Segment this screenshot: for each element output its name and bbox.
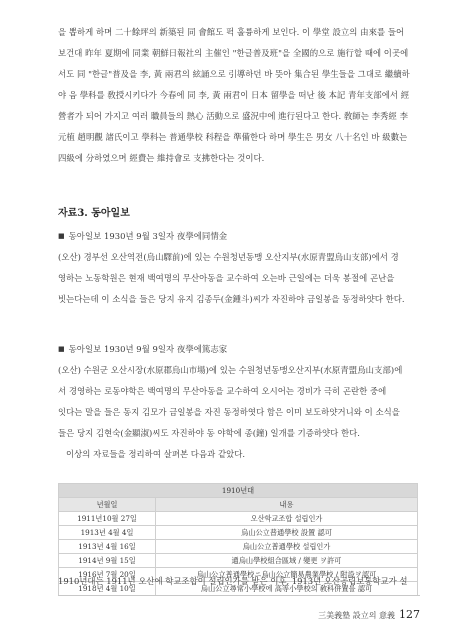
intro-line: 야 음 學科를 敎授시키다가 今春에 同 李, 黃 兩君이 日本 留學을 떠난 後 本記 青年支部에서 經	[58, 90, 410, 100]
article-2-line: (오산) 수원군 오산시장(水原郡烏山市場)에 있는 수원청년동맹오산지부(水原青盟烏山支部)에	[58, 365, 403, 375]
article-1	[58, 226, 418, 310]
column-header-content: 내용	[156, 498, 418, 512]
table-row	[59, 540, 418, 554]
table-cell-date: 1916년 7월 20일	[59, 568, 156, 582]
square-bullet-icon: ■	[58, 345, 65, 353]
intro-line: 보건대 昨年 夏期에 同業 朝鮮日報社의 主催인 "한글普及班"을 全國的으로 施行할 때에 이곳에	[58, 48, 409, 58]
article-1-line: 영하는 노동학원은 현재 백여명의 무산아동을 교수하여 오는바 근일에는 더욱 봉절에 곤난을	[58, 273, 395, 283]
column-header-date: 년월일	[59, 498, 156, 512]
table-row	[59, 512, 418, 526]
table-cell-date: 1914년 9월 15일	[59, 554, 156, 568]
table-header-row	[59, 498, 418, 512]
intro-line: 營者가 되어 가지고 여러 職員들의 熱心 活動으로 盛況中에 進行된다고 한다. 敎師는 李秀經 李	[58, 111, 408, 121]
table-span-header: 1910년대	[59, 484, 418, 498]
table-cell-date: 1913년 4월 16일	[59, 540, 156, 554]
table-cell-content: 烏山公立普通學校ニ烏山公立簡易農業學校 / 附設ヲ認可	[156, 568, 418, 582]
footer-divider	[58, 595, 420, 596]
square-bullet-icon: ■	[58, 232, 65, 240]
article-2-line: 들은 당지 김현숙(金顯淑)씨도 자진하야 동 야학에 종(鐘) 일개를 기증하얏다 한다.	[58, 428, 361, 438]
article-2-line: 서 경영하는 로동야학은 백여명의 무산아동을 교수하여 오시어는 경비가 극히 곤란한 중에	[58, 386, 387, 396]
intro-paragraph	[58, 22, 418, 169]
table-row	[59, 526, 418, 540]
article-2-title-text: 동아일보 1930년 9월 9일자 夜學에篤志家	[68, 344, 228, 354]
intro-line: 서도 同 "한글"普及을 李, 黃 兩君의 絃誦으로 引導하던 바 뜻아 集合된 學生들을 그대로 繼續하	[58, 69, 410, 79]
article-2-title	[58, 339, 418, 360]
intro-line: 四級에 分하였으며 經費는 維持會로 支拂한다는 것이다.	[58, 153, 265, 163]
page-number: 127	[399, 608, 420, 621]
table-cell-content: 烏山公立普通學校 設置 認可	[156, 526, 418, 540]
article-2-line: 잇다는 말을 들은 동지 김모가 금일봉을 자진 동정하엿다 함은 이미 보도하얏거니와 이 소식을	[58, 407, 400, 417]
final-paragraph-line: 1910년대는 1911년 오산에 학교조합이 설립인가를 받은 이후, 1913년 오산공립보통학교가 설	[58, 576, 408, 586]
article-1-title-text: 동아일보 1930년 9월 3일자 夜學에同情金	[68, 231, 228, 241]
article-1-line: 빗는다는데 이 소식을 들은 당지 유지 김종두(金鍾斗)씨가 자진하야 금일봉을 동정하얏다 한다.	[58, 294, 405, 304]
table-cell-content: 通烏山學校組合區域 / 變更 ヲ許可	[156, 554, 418, 568]
table-cell-content: 오산학교조합 설립인가	[156, 512, 418, 526]
table-cell-content: 烏山公立普通學校 설립인가	[156, 540, 418, 554]
table-cell-date: 1918년 4월 10일	[59, 582, 156, 596]
article-1-title	[58, 226, 418, 247]
page-footer	[318, 608, 420, 621]
table-cell-content: 烏山公立尋常小學校에 高等小學校의 敎科併置를 認可	[156, 582, 418, 596]
article-1-line: (오산) 경부선 오산역전(烏山驛前)에 있는 수원청년동맹 오산지부(水原青盟烏山支部)에서 경	[58, 252, 399, 262]
section-heading: 자료3. 동아일보	[58, 208, 130, 219]
table-span-header-row	[59, 484, 418, 498]
article-2	[58, 339, 418, 465]
table-row	[59, 554, 418, 568]
table-cell-date: 1913년 4월 4일	[59, 526, 156, 540]
summary-line: 이상의 자료들을 정리하여 살펴본 다음과 같았다.	[66, 449, 246, 459]
running-title: 三美義塾 設立의 意義	[318, 611, 395, 620]
table-cell-date: 1911년10월 27일	[59, 512, 156, 526]
intro-line: 을 뽑하게 하며 二十餘坪의 新築된 同 會館도 퍽 훌륭하게 보인다. 이 學堂 設立의 由來를 들어	[58, 27, 405, 37]
intro-line: 元植 趙明觀 諸氏이고 學科는 普通學校 科程을 準備한다 하며 學生은 男女 八十名인 바 級數는	[58, 132, 408, 142]
